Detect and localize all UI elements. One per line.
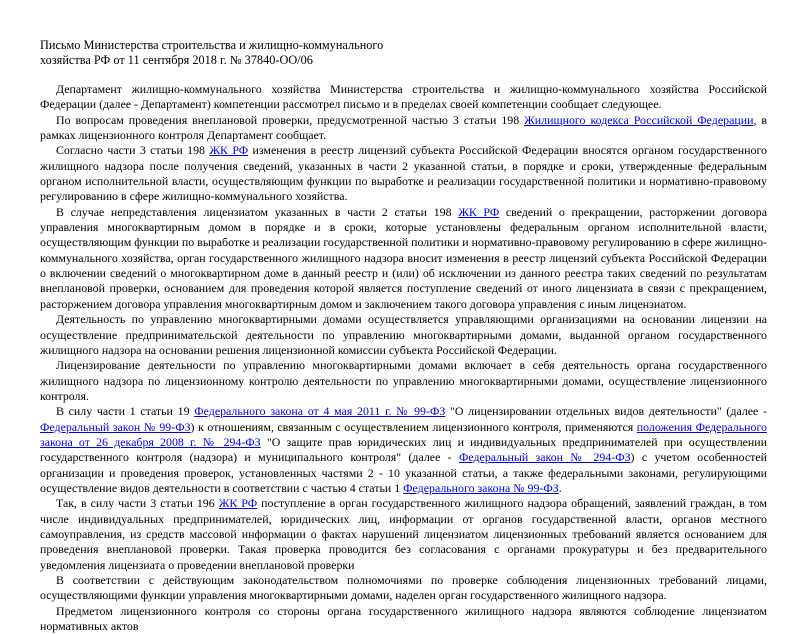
law-reference-link[interactable]: Федерального закона № 99-ФЗ [403,480,559,495]
paragraph-text: Так, в силу части 3 статьи 196 [56,496,219,511]
title-line-1: Письмо Министерства строительства и жилищно-коммунального [40,38,384,52]
law-reference-link[interactable]: ЖК РФ [209,143,249,158]
paragraph [40,496,767,573]
paragraph-text: В соответствии с действующим законодательством полномочиями по проверке соблюдения лицензионных требований лицами, осуществляющими функции управления многоквартирными домами, наделен орган государственного жилищного надзора. [40,573,767,603]
paragraph-text: сведений о прекращении, расторжении договора управления многоквартирным домом в порядке и в сроки, которые установлены федеральным органом исполнительной власти, осуществляющим функции по выработке и реализации государственной политики и нормативно-правовому регулированию в сфере жилищно-коммунального хозяйства, орган государственного жилищного надзора вносит изменения в реестр лицензий субъекта Российской Федерации о включении сведений о многоквартирном доме в данный реестр и (или) об исключении из данного реестра таких сведений по результатам внеплановой проверки, основанием для проведения которой является поступление сведений от иного лицензиата в связи с прекращением, расторжением договора управления многоквартирным домом и заключением такого договора управления с иным лицензиатом. [40,204,767,311]
paragraph-text: ) с учетом особенностей организации и проведения проверок, установленных частями 2 - 10 указанной статьи, а также федеральными законами, регулирующими осуществление видов деятельности в соответствии с частью 4 статьи 1 [40,450,767,495]
law-reference-link[interactable]: положения Федерального закона от 26 декабря 2008 г. № 294-ФЗ [40,419,767,449]
paragraph-text: ) к отношениям, связанным с осуществлением лицензионного контроля, применяются [190,419,637,434]
paragraph [40,82,767,113]
paragraph [40,358,767,404]
paragraph-text: Согласно части 3 статьи 198 [56,143,210,158]
paragraph-text: поступление в орган государственного жилищного надзора обращений, заявлений граждан, в том числе индивидуальных предпринимателей, юридических лиц, информации от органов государственной власти, органов местного самоуправления, из средств массовой информации о фактах нарушений лицензиатом лицензионных требований является основанием для проведения внеплановой проверки. Такая проверка проводится без согласования с органами прокуратуры и без предварительного уведомления лицензиата о проведении внеплановой проверки [40,496,767,572]
law-reference-link[interactable]: Федеральный закон № 99-ФЗ [40,419,191,434]
law-reference-link[interactable]: Федерального закона от 4 мая 2011 г. № 99-ФЗ [194,404,446,419]
paragraph-text: Лицензирование деятельности по управлению многоквартирными домами включает в себя деятельность органа государственного жилищного надзора по лицензионному контролю деятельности по управлению многоквартирными домами, осуществление лицензионного контроля. [40,358,767,403]
paragraph-text: Деятельность по управлению многоквартирными домами осуществляется управляющими организациями на основании лицензии на осуществление предпринимательской деятельности по управлению многоквартирными домами, выданной органом государственного жилищного надзора на основании решения лицензионной комиссии субъекта Российской Федерации. [40,312,767,357]
paragraph [40,205,767,312]
law-reference-link[interactable]: ЖК РФ [218,496,258,511]
paragraph-text: изменения в реестр лицензий субъекта Российской Федерации вносятся органом государственного жилищного надзора после получения сведений, указанных в части 2 указанной статьи, в порядке и сроки, утвержденные федеральным органом исполнительной власти, осуществляющим функции по выработке и реализации государственной политики и нормативно-правовому регулированию в сфере жилищно-коммунального хозяйства. [40,143,767,204]
document-title [40,38,767,68]
law-reference-link[interactable]: ЖК РФ [458,204,500,219]
document-body [40,82,767,634]
paragraph-text: . [558,480,562,495]
paragraph [40,573,767,604]
paragraph-text: Департамент жилищно-коммунального хозяйства Министерства строительства и жилищно-коммунального хозяйства Российской Федерации (далее - Департамент) компетенции рассмотрел письмо и в пределах своей компетенции сообщает следующее. [40,82,767,112]
paragraph-text: Предметом лицензионного контроля со стороны органа государственного жилищного надзора являются соблюдение лицензиатом нормативных актов [40,603,767,634]
paragraph [40,604,767,634]
paragraph-text: , в рамках лицензионного контроля Департамент сообщает. [40,112,768,143]
paragraph-text: В случае непредставления лицензиатом указанных в части 2 статьи 198 [56,204,459,219]
title-line-2: хозяйства РФ от 11 сентября 2018 г. № 37840-ОО/06 [40,53,313,67]
paragraph [40,312,767,358]
paragraph [40,404,767,496]
paragraph-text: "О защите прав юридических лиц и индивидуальных предпринимателей при осуществлении государственного контроля (надзора) и муниципального контроля" (далее - [40,434,768,465]
paragraph [40,143,767,204]
paragraph [40,113,767,144]
paragraph-text: "О лицензировании отдельных видов деятельности" (далее - [445,404,767,419]
paragraph-text: В силу части 1 статьи 19 [56,404,195,419]
paragraph-text: По вопросам проведения внеплановой проверки, предусмотренной частью 3 статьи 198 [56,112,525,127]
law-reference-link[interactable]: Федеральный закон № 294-ФЗ [458,450,631,465]
law-reference-link[interactable]: Жилищного кодекса Российской Федерации [524,112,754,127]
